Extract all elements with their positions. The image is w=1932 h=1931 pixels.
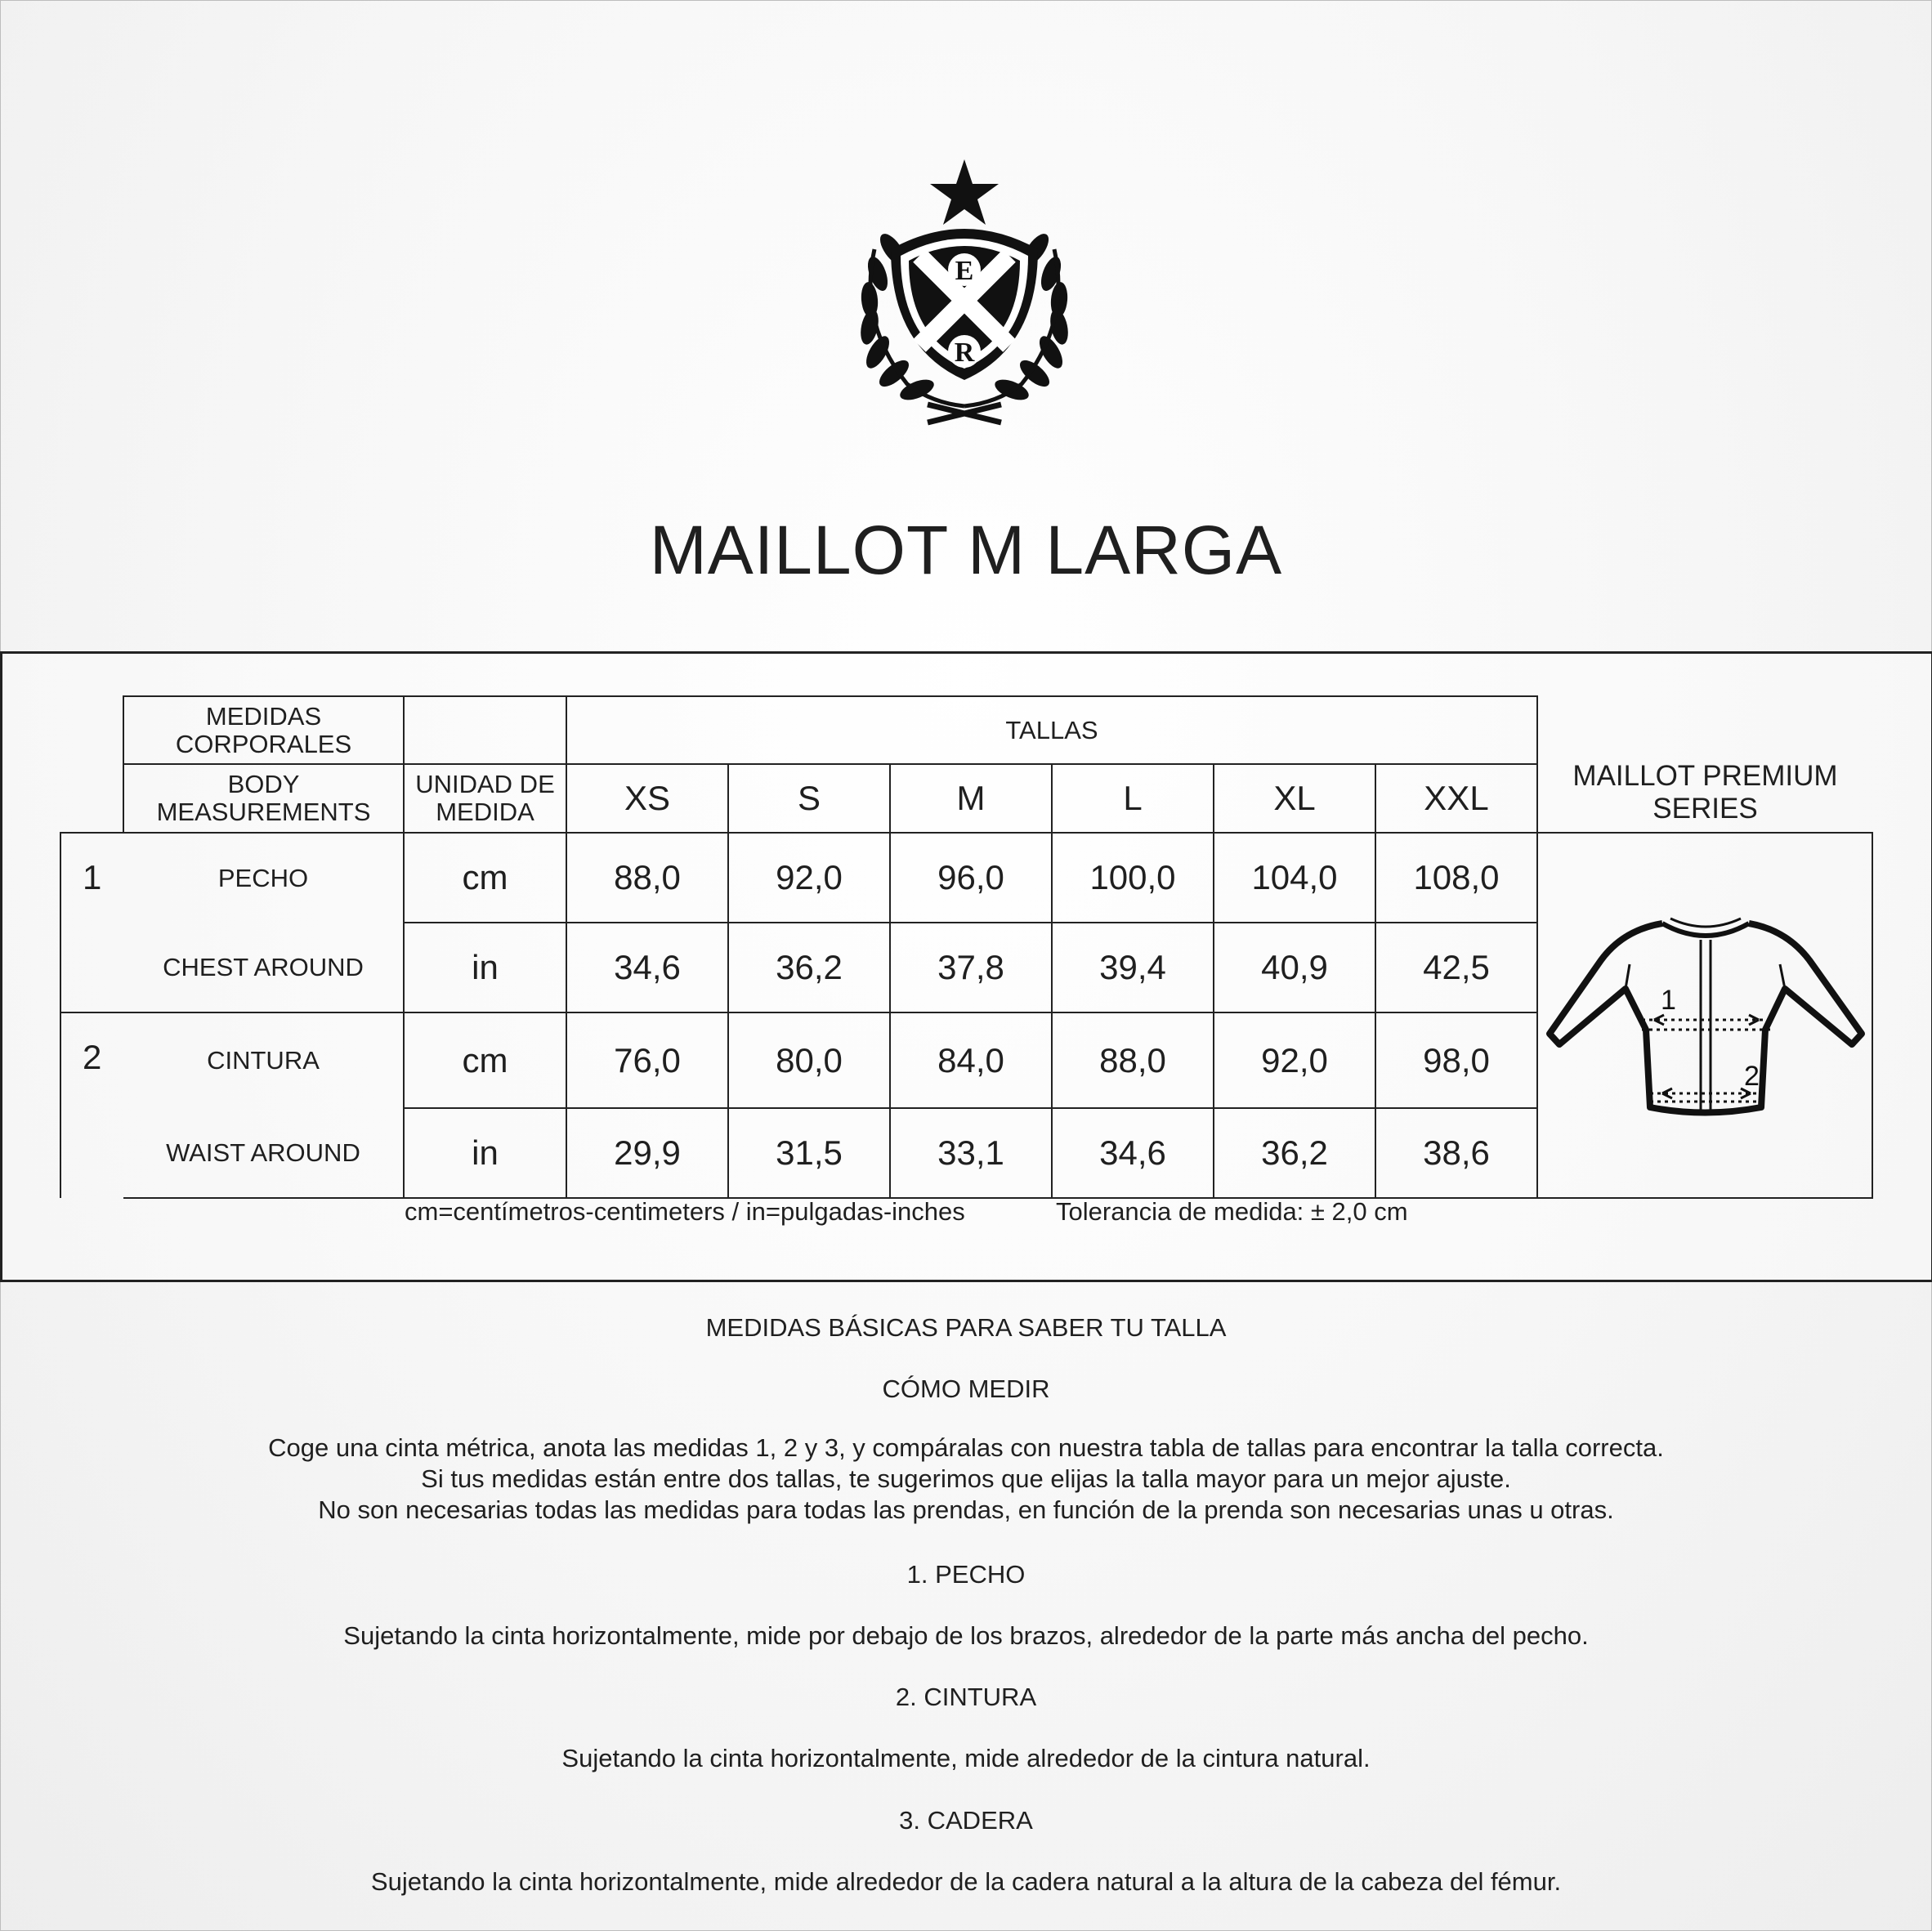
diagram-marker-chest: 1 <box>1661 985 1676 1016</box>
value-cell: 42,5 <box>1375 923 1537 1012</box>
value-cell: 31,5 <box>728 1108 890 1198</box>
value-cell: 80,0 <box>728 1012 890 1108</box>
header-body-en: BODY MEASUREMENTS <box>123 764 404 833</box>
intro-line-2: Si tus medidas están entre dos tallas, te sugerimos que elijas la talla mayor para un mejor ajuste. <box>421 1464 1511 1493</box>
intro-line-3: No son necesarias todas las medidas para todas las prendas, en función de la prenda son necesarias unas u otras. <box>318 1495 1614 1524</box>
jersey-diagram <box>1540 834 1870 1193</box>
size-header: L <box>1052 764 1214 833</box>
shield-icon <box>891 229 1038 380</box>
header-unit: UNIDAD DE MEDIDA <box>404 764 566 833</box>
value-cell: 34,6 <box>566 923 728 1012</box>
step-title-waist: 2. CINTURA <box>895 1683 1037 1711</box>
unit-cell: in <box>404 923 566 1012</box>
value-cell: 38,6 <box>1375 1108 1537 1198</box>
value-cell: 100,0 <box>1052 833 1214 923</box>
header-blank <box>404 696 566 764</box>
measure-label-es: CINTURA <box>123 1012 404 1108</box>
value-cell: 39,4 <box>1052 923 1214 1012</box>
how-to-heading: CÓMO MEDIR <box>882 1374 1050 1403</box>
value-cell: 88,0 <box>1052 1012 1214 1108</box>
value-cell: 92,0 <box>1214 1012 1375 1108</box>
unit-cell: in <box>404 1108 566 1198</box>
unit-cell: cm <box>404 833 566 923</box>
value-cell: 76,0 <box>566 1012 728 1108</box>
step-text-hip: Sujetando la cinta horizontalmente, mide alrededor de la cadera natural a la altura de la cabeza del fémur. <box>370 1867 1562 1896</box>
header-sizes: TALLAS <box>566 696 1537 764</box>
size-header: XS <box>566 764 728 833</box>
jersey-diagram-cell <box>1537 833 1872 1198</box>
value-cell: 36,2 <box>728 923 890 1012</box>
value-cell: 104,0 <box>1214 833 1375 923</box>
value-cell: 40,9 <box>1214 923 1375 1012</box>
premium-label: MAILLOT PREMIUM SERIES <box>1572 760 1838 825</box>
value-cell: 84,0 <box>890 1012 1052 1108</box>
guide-heading: MEDIDAS BÁSICAS PARA SABER TU TALLA <box>705 1313 1227 1342</box>
size-table <box>60 695 1873 1199</box>
measure-label-en: CHEST AROUND <box>123 923 404 1012</box>
intro-line-1: Coge una cinta métrica, anota las medidas 1, 2 y 3, y compáralas con nuestra tabla de tallas para encontrar la talla correcta. <box>268 1433 1664 1462</box>
step-title-chest: 1. PECHO <box>906 1560 1026 1589</box>
value-cell: 29,9 <box>566 1108 728 1198</box>
unit-cell: cm <box>404 1012 566 1108</box>
value-cell: 36,2 <box>1214 1108 1375 1198</box>
page-title: MAILLOT M LARGA <box>649 512 1283 588</box>
value-cell: 108,0 <box>1375 833 1537 923</box>
diagram-marker-waist: 2 <box>1744 1061 1760 1092</box>
row-number: 2 <box>60 1012 123 1198</box>
step-text-waist: Sujetando la cinta horizontalmente, mide alrededor de la cintura natural. <box>561 1744 1371 1772</box>
measure-label-en: WAIST AROUND <box>123 1108 404 1198</box>
value-cell: 33,1 <box>890 1108 1052 1198</box>
brand-crest-logo <box>842 159 1087 429</box>
step-text-chest: Sujetando la cinta horizontalmente, mide por debajo de los brazos, alrededor de la parte más ancha del pecho. <box>343 1621 1589 1650</box>
logo-letter-r: R <box>954 337 975 368</box>
measure-label-es: PECHO <box>123 833 404 923</box>
tolerance-note: Tolerancia de medida: ± 2,0 cm <box>1056 1197 1408 1226</box>
logo-letter-e: E <box>955 256 974 286</box>
header-body-es: MEDIDAS CORPORALES <box>123 696 404 764</box>
star-icon <box>930 159 999 225</box>
size-header: S <box>728 764 890 833</box>
corner-spacer <box>60 696 123 764</box>
size-header: XXL <box>1375 764 1537 833</box>
value-cell: 88,0 <box>566 833 728 923</box>
value-cell: 92,0 <box>728 833 890 923</box>
step-title-hip: 3. CADERA <box>899 1806 1033 1835</box>
size-header: XL <box>1214 764 1375 833</box>
size-header: M <box>890 764 1052 833</box>
value-cell: 98,0 <box>1375 1012 1537 1108</box>
units-legend: cm=centímetros-centimeters / in=pulgadas-inches <box>405 1197 965 1226</box>
value-cell: 37,8 <box>890 923 1052 1012</box>
value-cell: 96,0 <box>890 833 1052 923</box>
value-cell: 34,6 <box>1052 1108 1214 1198</box>
row-number: 1 <box>60 833 123 1012</box>
